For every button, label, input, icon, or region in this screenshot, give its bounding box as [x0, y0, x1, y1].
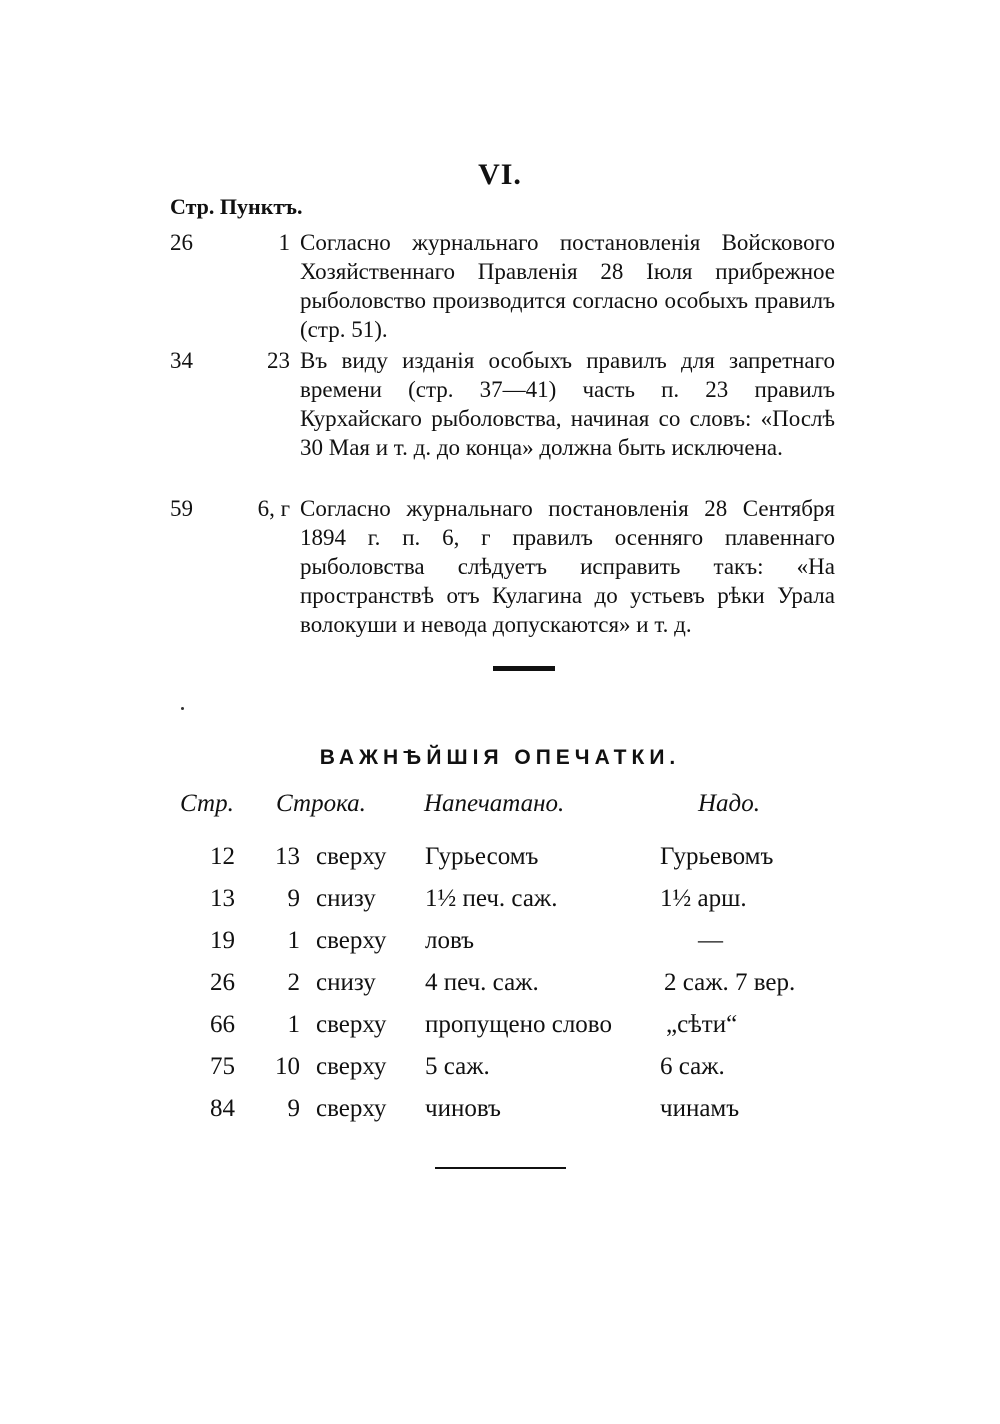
errata-page: 66	[210, 1011, 235, 1038]
amendment-page: 34	[170, 348, 193, 373]
errata-direction: сверху	[316, 1095, 387, 1122]
amendment-point: 23	[267, 348, 290, 373]
errata-row	[0, 927, 1000, 967]
errata-title: ВАЖНѢЙШІЯ ОПЕЧАТКИ.	[319, 746, 681, 769]
errata-line: 10	[275, 1053, 300, 1080]
errata-line: 9	[287, 1095, 300, 1122]
errata-header-correct: Надо.	[698, 790, 760, 817]
errata-line: 9	[287, 885, 300, 912]
errata-row	[0, 885, 1000, 925]
page-number: VI.	[478, 158, 522, 191]
amendment-page: 26	[170, 230, 193, 255]
errata-direction: снизу	[316, 885, 376, 912]
amendment-text: Согласно журнальнаго постановленія 28 Сентября 1894 г. п. 6, г правилъ осенняго плавеннаго рыболовства слѣдуетъ исправить такъ: «На пространствѣ отъ Кулагина до устьевъ рѣки Урала волокуши и невода допускаются» и т. д.	[300, 496, 835, 637]
errata-printed: Гурьесомъ	[425, 843, 539, 870]
print-speck	[181, 707, 184, 710]
errata-direction: сверху	[316, 1053, 387, 1080]
errata-printed: 4 печ. саж.	[425, 969, 539, 996]
errata-page: 12	[210, 843, 235, 870]
errata-header-line: Строка.	[276, 790, 366, 817]
amendment-page: 59	[170, 496, 193, 521]
errata-direction: сверху	[316, 843, 387, 870]
errata-printed: пропущено слово	[425, 1011, 612, 1038]
errata-row	[0, 1053, 1000, 1093]
amendment-entry	[170, 494, 835, 639]
section-divider	[493, 666, 555, 671]
errata-row	[0, 1011, 1000, 1051]
errata-direction: сверху	[316, 1011, 387, 1038]
errata-line: 13	[275, 843, 300, 870]
errata-correct: Гурьевомъ	[660, 843, 774, 870]
errata-correct: 2 саж. 7 вер.	[664, 969, 796, 996]
errata-page: 26	[210, 969, 235, 996]
amendment-point: 1	[278, 230, 290, 255]
errata-row	[0, 843, 1000, 883]
errata-line: 2	[287, 969, 300, 996]
errata-printed: чиновъ	[425, 1095, 501, 1122]
errata-correct: „сѣти“	[666, 1011, 738, 1038]
amendment-entry	[170, 228, 835, 344]
errata-row	[0, 969, 1000, 1009]
errata-page: 13	[210, 885, 235, 912]
section-header: Стр. Пунктъ.	[170, 194, 303, 219]
amendment-text: Согласно журнальнаго постановленія Войскового Хозяйственнаго Правленія 28 Іюля прибрежное рыболовство производится согласно особыхъ правилъ (стр. 51).	[300, 230, 835, 342]
errata-correct: 1½ арш.	[660, 885, 747, 912]
errata-printed: 1½ печ. саж.	[425, 885, 558, 912]
errata-printed: 5 саж.	[425, 1053, 490, 1080]
errata-direction: снизу	[316, 969, 376, 996]
amendment-entry	[170, 346, 835, 491]
errata-direction: сверху	[316, 927, 387, 954]
errata-correct: —	[698, 927, 723, 954]
amendment-text: Въ виду изданія особыхъ правилъ для запретнаго времени (стр. 37—41) часть п. 23 правилъ Курхайскаго рыболовства, начиная со словъ: «Послѣ 30 Мая и т. д. до конца» должна быть исключена.	[300, 348, 835, 460]
errata-header-page: Стр.	[180, 790, 234, 817]
errata-correct: 6 саж.	[660, 1053, 725, 1080]
errata-page: 19	[210, 927, 235, 954]
errata-line: 1	[287, 927, 300, 954]
errata-header-printed: Напечатано.	[424, 790, 565, 817]
errata-line: 1	[287, 1011, 300, 1038]
errata-page: 84	[210, 1095, 235, 1122]
end-rule	[435, 1167, 566, 1169]
errata-correct: чинамъ	[660, 1095, 740, 1122]
errata-row	[0, 1095, 1000, 1135]
amendment-point: 6, г	[257, 496, 290, 521]
errata-page: 75	[210, 1053, 235, 1080]
errata-printed: ловъ	[425, 927, 475, 954]
